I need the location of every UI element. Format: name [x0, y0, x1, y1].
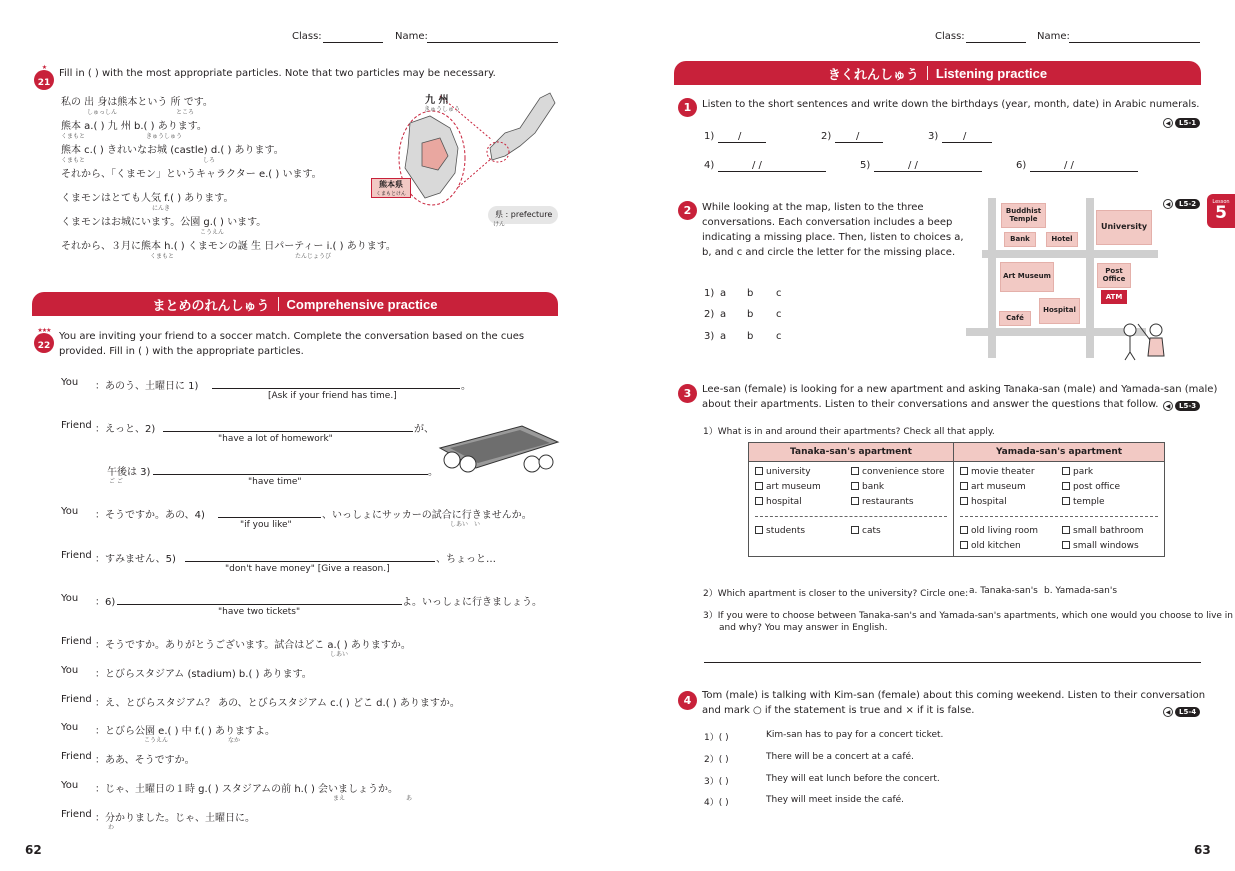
checkbox-item[interactable]: old living room: [960, 526, 1062, 536]
q4-answer-slot[interactable]: 4）( ): [704, 798, 729, 808]
question-2-badge: 2: [678, 201, 697, 220]
answer-1-blank[interactable]: [212, 388, 460, 389]
dialogue-line: ：じゃ、土曜日の１時 g.( ) スタジアムの前 h.( ) 会いましょうか。: [95, 784, 399, 795]
comprehensive-practice-banner: まとめのれんしゅう Comprehensive practice: [32, 292, 558, 316]
q1-answer-1[interactable]: [718, 142, 766, 143]
q3-sub-2: 2）Which apartment is closer to the university? Circle one:: [703, 589, 969, 599]
q2-row-label: 1): [704, 288, 715, 299]
cue-5: "don't have money" [Give a reason.]: [225, 564, 390, 574]
class-label: Class:: [935, 31, 965, 42]
option-tanaka[interactable]: a. Tanaka-san's: [969, 586, 1038, 596]
q4-instruction-1: Tom (male) is talking with Kim-san (female) about this coming weekend. Listen to their conversation: [702, 690, 1206, 701]
choice-c[interactable]: c: [776, 288, 782, 299]
q4-answer-slot[interactable]: 2）( ): [704, 755, 729, 765]
page-number: 63: [1194, 843, 1211, 857]
choice-b[interactable]: b: [747, 331, 754, 342]
tanaka-header: Tanaka-san's apartment: [749, 443, 954, 462]
answer-2-blank[interactable]: [163, 431, 413, 432]
ruby: くまもと: [61, 157, 86, 164]
dialogue-line: ：え、とびらスタジアム？ あの、とびらスタジアム c.( ) どこ d.( ) ありますか。: [95, 698, 460, 709]
q2-row-label: 3): [704, 331, 715, 342]
choice-a[interactable]: a: [720, 288, 727, 299]
dialogue-line: ：ああ、そうですか。: [95, 755, 195, 766]
cue-3: "have time": [248, 477, 302, 487]
checkbox-item[interactable]: university: [755, 467, 851, 477]
checkbox-item[interactable]: hospital: [755, 497, 851, 507]
q1-separator: /: [738, 131, 742, 142]
map-atm: ATM: [1101, 290, 1127, 304]
checkbox-item[interactable]: park: [1062, 467, 1158, 477]
q1-item-label: 5): [860, 160, 871, 171]
checkbox-item[interactable]: temple: [1062, 497, 1158, 507]
left-page: [0, 0, 617, 871]
choice-b[interactable]: b: [747, 309, 754, 320]
q1-item-label: 3): [928, 131, 939, 142]
question-1-instruction: Listen to the short sentences and write down the birthdays (year, month, date) in Arabic numerals.: [702, 99, 1200, 110]
q4-statement: Kim-san has to pay for a concert ticket.: [766, 730, 944, 740]
map-buddhist-temple: Buddhist Temple: [1001, 203, 1046, 228]
ruby: しろ: [203, 157, 216, 164]
question-4-badge: 4: [678, 691, 697, 710]
map-label-kumamoto: 熊本県 くまもとけん: [371, 178, 411, 198]
q4-answer-slot[interactable]: 3）( ): [704, 777, 729, 787]
q1-answer-5[interactable]: [874, 171, 982, 172]
q2-instruction-line: indicating a missing place. Then, listen to choices a,: [702, 232, 964, 243]
q4-instruction-2: and mark ○ if the statement is true and × if it is false.: [702, 705, 975, 716]
ruby: しあい い: [450, 521, 481, 528]
dialogue-line: ：とびらスタジアム (stadium) b.( ) あります。: [95, 669, 312, 680]
class-label: Class:: [292, 31, 322, 42]
map-hotel: Hotel: [1046, 232, 1078, 247]
dialogue-line: ：そうですか。ありがとうございます。試合はどこ a.( ) ありますか。: [95, 640, 411, 651]
cue-1: [Ask if your friend has time.]: [268, 391, 397, 401]
ruby: わ: [108, 824, 115, 831]
ex21-line-3: 熊本 c.( ) きれいなお城 (castle) d.( ) あります。: [61, 145, 284, 156]
line-3-end: 。: [428, 467, 438, 478]
speaker: Friend: [61, 751, 92, 762]
speaker: You: [61, 665, 79, 676]
q3-sub-3-line-2: and why? You may answer in English.: [719, 623, 888, 633]
checkbox-item[interactable]: art museum: [755, 482, 851, 492]
ruby: しゅっしん: [87, 109, 118, 116]
option-yamada[interactable]: b. Yamada-san's: [1044, 586, 1118, 596]
speaker: You: [61, 593, 79, 604]
lesson-tab: Lesson 5: [1207, 194, 1235, 228]
line-1-end: 。: [461, 381, 471, 392]
map-road: [982, 250, 1158, 258]
people-illustration: [1118, 318, 1173, 362]
ex21-line-1: 私の 出 身は熊本という 所 です。: [61, 97, 213, 108]
ruby: こうえん: [200, 229, 225, 236]
ruby: けん: [493, 221, 506, 228]
ex21-line-6: くまモンはお城にいます。公園 g.( ) います。: [61, 217, 267, 228]
q1-answer-3[interactable]: [942, 142, 992, 143]
name-field[interactable]: [427, 42, 558, 43]
q2-instruction-line: b, and c and circle the letter for the missing place.: [702, 247, 956, 258]
line-6-end: よ。いっしょに行きましょう。: [402, 597, 542, 608]
q4-statement: They will eat lunch before the concert.: [766, 774, 940, 784]
speaker: Friend: [61, 694, 92, 705]
cue-4: "if you like": [240, 520, 292, 530]
name-field[interactable]: [1069, 42, 1200, 43]
speaker: Friend: [61, 636, 92, 647]
ruby: きゅうしゅう: [424, 106, 461, 113]
tanaka-checklist: [749, 462, 954, 557]
q1-answer-6[interactable]: [1030, 171, 1138, 172]
audio-track-l5-3[interactable]: ◀ L5-3: [1163, 400, 1200, 412]
ruby: くまもと: [150, 253, 175, 260]
line-1-prompt: ：あのう、土曜日に 1): [95, 381, 199, 392]
name-label: Name:: [1037, 31, 1070, 42]
ex21-line-5: くまモンはとても人気 f.( ) あります。: [61, 193, 234, 204]
speaker: You: [61, 722, 79, 733]
choice-c[interactable]: c: [776, 331, 782, 342]
choice-c[interactable]: c: [776, 309, 782, 320]
ruby: たんじょうび: [295, 253, 332, 260]
ruby: あ: [406, 795, 413, 802]
q1-item-label: 1): [704, 131, 715, 142]
ruby: ところ: [176, 109, 195, 116]
map-hospital: Hospital: [1039, 298, 1080, 324]
checkbox-item[interactable]: cats: [851, 526, 947, 536]
yamada-header: Yamada-san's apartment: [954, 443, 1165, 462]
ex21-line-2: 熊本 a.( ) 九 州 b.( ) あります。: [61, 121, 207, 132]
map-post-office: Post Office: [1097, 263, 1131, 288]
answer-3-blank[interactable]: [153, 474, 428, 475]
map-university: University: [1096, 210, 1152, 245]
choice-a[interactable]: a: [720, 331, 727, 342]
q3-sub-3-line-1: 3）If you were to choose between Tanaka-san's and Yamada-san's apartments, which one would you choose to live in: [703, 611, 1234, 621]
q3-sub-1: 1）What is in and around their apartments? Check all that apply.: [703, 427, 995, 437]
answer-6-blank[interactable]: [117, 604, 402, 605]
audio-track-l5-1[interactable]: ◀ L5-1: [1163, 117, 1200, 129]
ruby: きゅうしゅう: [146, 133, 183, 140]
q1-separator: / /: [752, 160, 762, 171]
answer-5-blank[interactable]: [185, 561, 435, 562]
line-5-prompt: ：すみません、5): [95, 554, 176, 565]
line-4-end: 、いっしょにサッカーの試合に行きませんか。: [322, 510, 532, 521]
audio-track-l5-4[interactable]: ◀ L5-4: [1163, 706, 1200, 718]
q2-row-label: 2): [704, 309, 715, 320]
map-bank: Bank: [1004, 232, 1036, 247]
speaker: You: [61, 780, 79, 791]
ruby: なか: [228, 737, 241, 744]
right-page: [618, 0, 1235, 871]
cue-6: "have two tickets": [218, 607, 301, 617]
q4-answer-slot[interactable]: 1）( ): [704, 733, 729, 743]
map-cafe: Café: [999, 311, 1031, 326]
listening-practice-banner: きくれんしゅう Listening practice: [674, 61, 1201, 85]
exercise-21-instruction: Fill in ( ) with the most appropriate particles. Note that two particles may be necessary.: [59, 68, 496, 79]
q1-separator: /: [963, 131, 967, 142]
ruby: まえ: [333, 795, 346, 802]
dialogue-line: ：分かりました。じゃ、土曜日に。: [95, 813, 255, 824]
speaker: Friend: [61, 809, 92, 820]
q1-separator: / /: [1064, 160, 1074, 171]
ruby: しあい: [330, 651, 349, 658]
speaker: You: [61, 506, 79, 517]
ruby: くまもと: [61, 133, 86, 140]
yamada-checklist: [954, 462, 1165, 557]
soccer-stadium-illustration: [432, 418, 560, 480]
q1-separator: / /: [908, 160, 918, 171]
q1-answer-4[interactable]: [718, 171, 826, 172]
exercise-22-badge: ★★★ 22: [34, 333, 54, 353]
q4-statement: There will be a concert at a café.: [766, 752, 914, 762]
line-4-prompt: ：そうですか。あの、4): [95, 510, 205, 521]
ex21-line-4: それから、「くまモン」というキャラクター e.( ) います。: [61, 169, 322, 180]
class-field[interactable]: [323, 42, 383, 43]
apartment-table: [748, 442, 1165, 557]
q4-statement: They will meet inside the café.: [766, 795, 905, 805]
speaker: You: [61, 377, 79, 388]
q3-instruction-1: Lee-san (female) is looking for a new apartment and asking Tanaka-san (male) and Yamada-san (male): [702, 384, 1218, 395]
map-label-kyushu: 九 州: [425, 95, 449, 106]
q2-instruction-line: While looking at the map, listen to the three: [702, 202, 924, 213]
checkbox-item[interactable]: movie theater: [960, 467, 1062, 477]
page-number: 62: [25, 843, 42, 857]
name-label: Name:: [395, 31, 428, 42]
prefecture-note: 県 : prefecture: [488, 206, 558, 224]
checkbox-item[interactable]: old kitchen: [960, 541, 1062, 551]
checkbox-item[interactable]: art museum: [960, 482, 1062, 492]
checkbox-item[interactable]: hospital: [960, 497, 1062, 507]
q3-answer-line[interactable]: [704, 662, 1201, 663]
ruby: にんき: [152, 205, 171, 212]
checkbox-item[interactable]: small bathroom: [1062, 526, 1158, 536]
speaker: Friend: [61, 420, 92, 431]
exercise-22-instruction-2: provided. Fill in ( ) with the appropriate particles.: [59, 346, 304, 357]
ruby: こうえん: [144, 737, 169, 744]
audio-track-l5-2[interactable]: ◀ L5-2: [1163, 198, 1200, 210]
q1-item-label: 2): [821, 131, 832, 142]
q3-instruction-2: about their apartments. Listen to their conversations and answer the questions that follow.: [702, 399, 1159, 410]
line-6-prompt: ：6): [95, 597, 116, 608]
choice-a[interactable]: a: [720, 309, 727, 320]
cue-2: "have a lot of homework": [218, 434, 333, 444]
q1-answer-2[interactable]: [835, 142, 883, 143]
ex21-line-7: それから、３月に熊本 h.( ) くまモンの誕 生 日パーティー i.( ) あります。: [61, 241, 396, 252]
exercise-22-instruction-1: You are inviting your friend to a soccer match. Complete the conversation based on the cues: [59, 331, 525, 342]
checkbox-item[interactable]: bank: [851, 482, 947, 492]
class-field[interactable]: [966, 42, 1026, 43]
line-2-prompt: ：えっと、2): [95, 424, 156, 435]
line-5-end: 、ちょっと…: [436, 554, 496, 565]
choice-b[interactable]: b: [747, 288, 754, 299]
answer-4-blank[interactable]: [218, 517, 321, 518]
checkbox-item[interactable]: restaurants: [851, 497, 947, 507]
q1-separator: /: [856, 131, 860, 142]
exercise-21-badge: ★ 21: [34, 70, 54, 90]
q1-item-label: 4): [704, 160, 715, 171]
question-1-badge: 1: [678, 98, 697, 117]
checkbox-item[interactable]: small windows: [1062, 541, 1158, 551]
q1-item-label: 6): [1016, 160, 1027, 171]
question-3-badge: 3: [678, 384, 697, 403]
speaker: Friend: [61, 550, 92, 561]
line-2-end: が、: [414, 424, 434, 435]
q2-instruction-line: conversations. Each conversation includes a beep: [702, 217, 953, 228]
dialogue-line: ：とびら公園 e.( ) 中 f.( ) ありますよ。: [95, 726, 275, 737]
checkbox-item[interactable]: post office: [1062, 482, 1158, 492]
checkbox-item[interactable]: convenience store: [851, 467, 947, 477]
ruby: ご ご: [109, 478, 123, 485]
map-art-museum: Art Museum: [1000, 262, 1054, 292]
line-3-prompt: 午後は 3): [107, 467, 151, 478]
checkbox-item[interactable]: students: [755, 526, 851, 536]
